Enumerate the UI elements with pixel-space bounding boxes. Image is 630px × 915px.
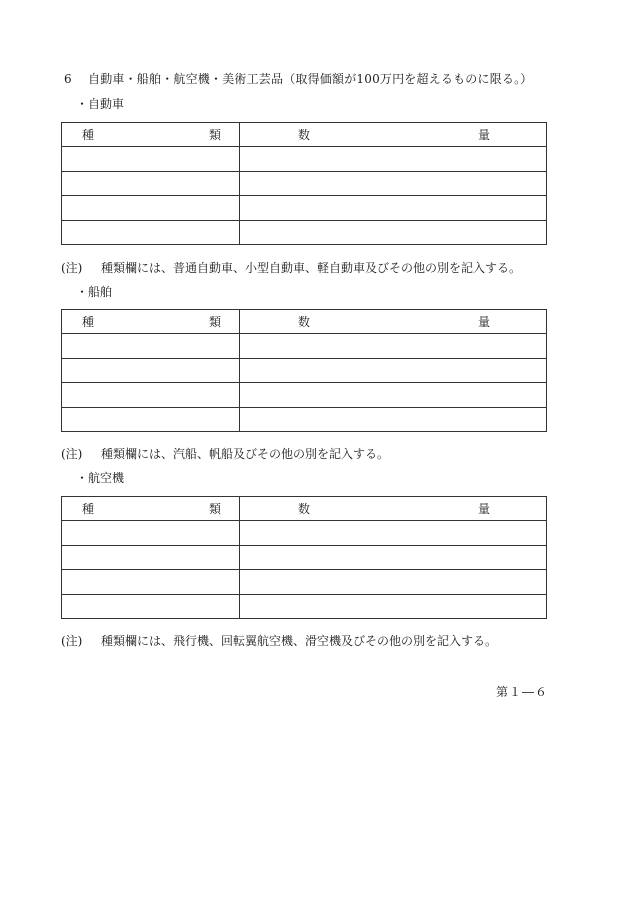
kind-cell[interactable] xyxy=(62,196,240,220)
quantity-column-header: 数 量 xyxy=(240,123,547,147)
quantity-cell[interactable] xyxy=(240,220,547,244)
kind-cell[interactable] xyxy=(62,594,240,618)
quantity-column-header: 数 量 xyxy=(240,497,547,521)
table-row xyxy=(62,196,547,220)
kind-cell[interactable] xyxy=(62,521,240,545)
kind-cell[interactable] xyxy=(62,171,240,195)
quantity-cell[interactable] xyxy=(240,147,547,171)
ship-table xyxy=(61,309,547,432)
quantity-cell[interactable] xyxy=(240,383,547,407)
note-text: 種類欄には、汽船、帆船及びその他の別を記入する。 xyxy=(101,447,390,461)
kind-cell[interactable] xyxy=(62,220,240,244)
kind-cell[interactable] xyxy=(62,147,240,171)
quantity-cell[interactable] xyxy=(240,545,547,569)
table-row xyxy=(62,594,547,618)
table-row xyxy=(62,407,547,431)
ship-note xyxy=(61,445,389,462)
quantity-cell[interactable] xyxy=(240,521,547,545)
section-heading xyxy=(64,70,533,87)
automobile-note xyxy=(61,259,521,276)
subsection-title-automobile: ・自動車 xyxy=(76,97,125,111)
subsection-title-aircraft: ・航空機 xyxy=(76,471,125,485)
section-number: 6 xyxy=(64,72,72,86)
quantity-cell[interactable] xyxy=(240,594,547,618)
kind-column-header: 種 類 xyxy=(62,123,240,147)
kind-cell[interactable] xyxy=(62,570,240,594)
kind-cell[interactable] xyxy=(62,358,240,382)
quantity-cell[interactable] xyxy=(240,358,547,382)
table-header-row xyxy=(62,497,547,521)
kind-column-header: 種 類 xyxy=(62,310,240,334)
aircraft-note xyxy=(61,632,497,649)
quantity-cell[interactable] xyxy=(240,171,547,195)
table-row xyxy=(62,521,547,545)
table-header-row xyxy=(62,310,547,334)
note-tag: (注) xyxy=(61,261,83,275)
note-text: 種類欄には、普通自動車、小型自動車、軽自動車及びその他の別を記入する。 xyxy=(101,261,522,275)
table-row xyxy=(62,171,547,195)
note-tag: (注) xyxy=(61,634,83,648)
kind-cell[interactable] xyxy=(62,383,240,407)
quantity-cell[interactable] xyxy=(240,334,547,358)
automobile-table xyxy=(61,122,547,245)
section-title: 自動車・船舶・航空機・美術工芸品（取得価額が100万円を超えるものに限る。） xyxy=(88,72,533,86)
note-text: 種類欄には、飛行機、回転翼航空機、滑空機及びその他の別を記入する。 xyxy=(101,634,498,648)
kind-cell[interactable] xyxy=(62,545,240,569)
table-row xyxy=(62,570,547,594)
table-row xyxy=(62,358,547,382)
quantity-cell[interactable] xyxy=(240,196,547,220)
kind-column-header: 種 類 xyxy=(62,497,240,521)
note-tag: (注) xyxy=(61,447,83,461)
page-number: 第１―６ xyxy=(496,685,549,699)
table-row xyxy=(62,220,547,244)
quantity-cell[interactable] xyxy=(240,407,547,431)
table-row xyxy=(62,545,547,569)
table-row xyxy=(62,147,547,171)
aircraft-table xyxy=(61,496,547,619)
table-row xyxy=(62,334,547,358)
table-header-row xyxy=(62,123,547,147)
kind-cell[interactable] xyxy=(62,334,240,358)
quantity-cell[interactable] xyxy=(240,570,547,594)
kind-cell[interactable] xyxy=(62,407,240,431)
table-row xyxy=(62,383,547,407)
subsection-title-ship: ・船舶 xyxy=(76,285,113,299)
quantity-column-header: 数 量 xyxy=(240,310,547,334)
